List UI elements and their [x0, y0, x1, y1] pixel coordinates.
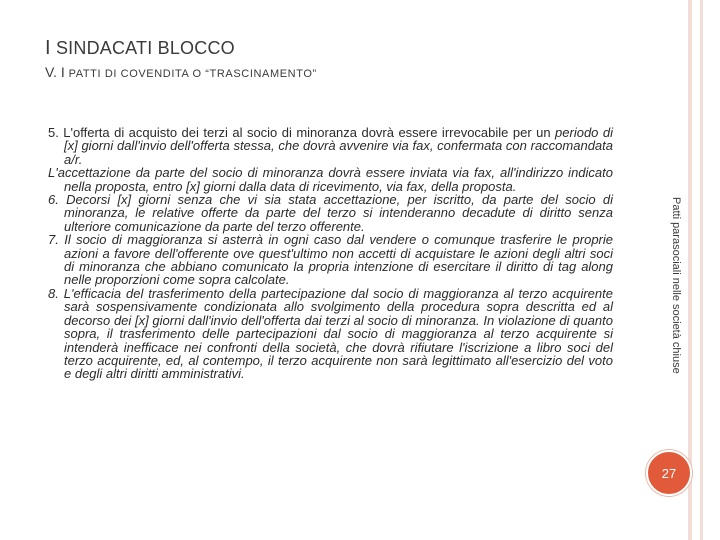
page-number-badge: 27 [646, 450, 692, 496]
paragraph-6: 6. Decorsi [x] giorni senza che vi sia stata accettazione, per iscritto, da parte del socio di minoranza, le relative offerte da parte del terzo si intenderanno decadute di diritto senza ulteriore comunicazione da parte del terzo offerente. [48, 192, 613, 234]
slide-body [48, 126, 613, 381]
slide-subtitle: V. I PATTI DI COVENDITA O “TRASCINAMENTO” [45, 64, 317, 80]
paragraph-5b: L'accettazione da parte del socio di minoranza dovrà essere inviata via fax, all'indirizzo indicato nella proposta, entro [x] giorni dalla data di ricevimento, via fax, della proposta. [48, 165, 613, 194]
slide-title: I SINDACATI BLOCCO [45, 37, 235, 59]
paragraph-7: 7. Il socio di maggioranza si asterrà in ogni caso dal vendere o comunque trasferire le proprie azioni a favore dell'offerente ove quest'ultimo non accetti di acquistare le azioni degli altri soci di minoranza che abbiano comunicato la propria intenzione di esercitare il diritto di tag along nelle proporzioni come sopra calcolate. [48, 232, 613, 288]
paragraph-8: 8. L'efficacia del trasferimento della partecipazione dal socio di maggioranza al terzo acquirente sarà sospensivamente condizionata allo svolgimento della procedura sopra descritta ed al decorso dei [x] giorni dall'invio dell'offerta dai terzi al socio di minoranza. In violazione di quanto sopra, il trasferimento delle partecipazioni dal socio di maggioranza al terzo acquirente si intenderà inefficace nei confronti della società, che dovrà rifiutare l'iscrizione a libro soci del terzo acquirente, ed, al contempo, il terzo acquirente non sarà legittimato all'esercizio del voto e degli altri diritti amministrativi. [48, 285, 613, 382]
paragraph-5: 5. L'offerta di acquisto dei terzi al socio di minoranza dovrà essere irrevocabile per un periodo di [x] giorni dall'invio dell'offerta stessa, che dovrà avvenire via fax, confermata con raccomandata a/r. [48, 125, 613, 167]
decorative-border-stripe [688, 0, 692, 540]
decorative-border-stripe-outer [700, 0, 703, 540]
side-label: Patti parasociali nelle società chiuse [670, 197, 682, 374]
